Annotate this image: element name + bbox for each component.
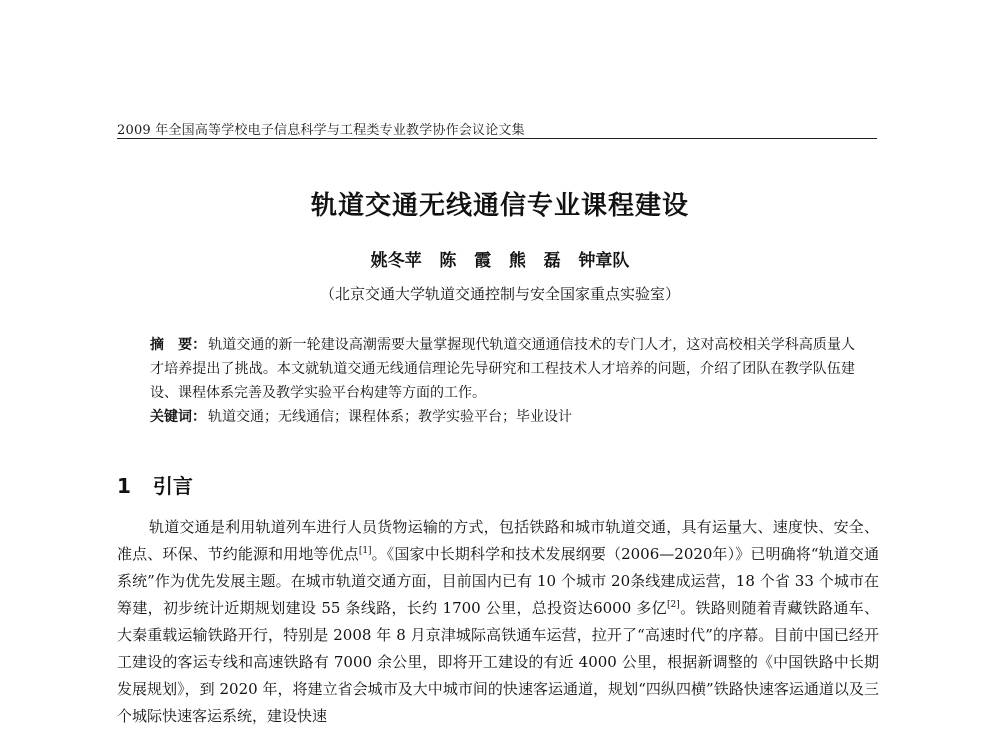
paper-affiliation: （北京交通大学轨道交通控制与安全国家重点实验室） <box>319 285 680 303</box>
citation-ref: [2] <box>667 600 680 610</box>
citation-ref: [1] <box>358 546 372 556</box>
abstract-block <box>150 333 855 429</box>
keywords-text: 轨道交通；无线通信；课程体系；教学实验平台；毕业设计 <box>208 409 572 425</box>
running-header: 2009 年全国高等学校电子信息科学与工程类专业教学协作会议论文集 <box>117 123 525 138</box>
body-text-segment: 。《国家中长期科学和技术发展纲要（2006—2020年）》已明确将“轨道交通系统”作为优先发展主题。在城市轨道交通方面，目前国内已有 10 个城市 20条线建成运营，18 个省 33 个城市在筹建，初步统计近期规划建设 55 条线路，长约 1700 公里，总投资达6000 多亿 <box>117 545 879 617</box>
header-rule <box>117 138 877 139</box>
section-number: 1 <box>117 474 131 498</box>
body-paragraph <box>117 514 879 730</box>
paper-title: 轨道交通无线通信专业课程建设 <box>310 191 689 221</box>
paper-authors: 姚冬苹 陈 霞 熊 磊 钟章队 <box>370 251 630 271</box>
section-heading <box>117 470 193 499</box>
section-title: 引言 <box>152 474 193 498</box>
keywords-paragraph <box>150 405 855 429</box>
keywords-label: 关键词： <box>150 409 206 425</box>
abstract-paragraph <box>150 333 855 405</box>
abstract-text: 轨道交通的新一轮建设高潮需要大量掌握现代轨道交通通信技术的专门人才，这对高校相关学科高质量人才培养提出了挑战。本文就轨道交通无线通信理论先导研究和工程技术人才培养的问题，介绍了团队在教学队伍建设、课程体系完善及教学实验平台构建等方面的工作。 <box>150 337 856 401</box>
body-text-segment: 轨道交通是利用轨道列车进行人员货物运输的方式，包括铁路和城市轨道交通，具有运量大、速度快、安全、准点、环保、节约能源和用地等优点 <box>117 518 879 563</box>
abstract-label: 摘 要： <box>150 337 207 353</box>
body-text-segment: 。铁路则随着青藏铁路通车、大秦重载运输铁路开行，特别是 2008 年 8 月京津城际高铁通车运营，拉开了“高速时代”的序幕。目前中国已经开工建设的客运专线和高速铁路有 7000 余公里，即将开工建设的有近 4000 公里，根据新调整的《中国铁路中长期发展规划》，到 2020 年，将建立省会城市及大中城市间的快速客运通道，规划“四纵四横”铁路快速客运通道以及三个城际快速客运系统，建设快速 <box>117 599 879 725</box>
